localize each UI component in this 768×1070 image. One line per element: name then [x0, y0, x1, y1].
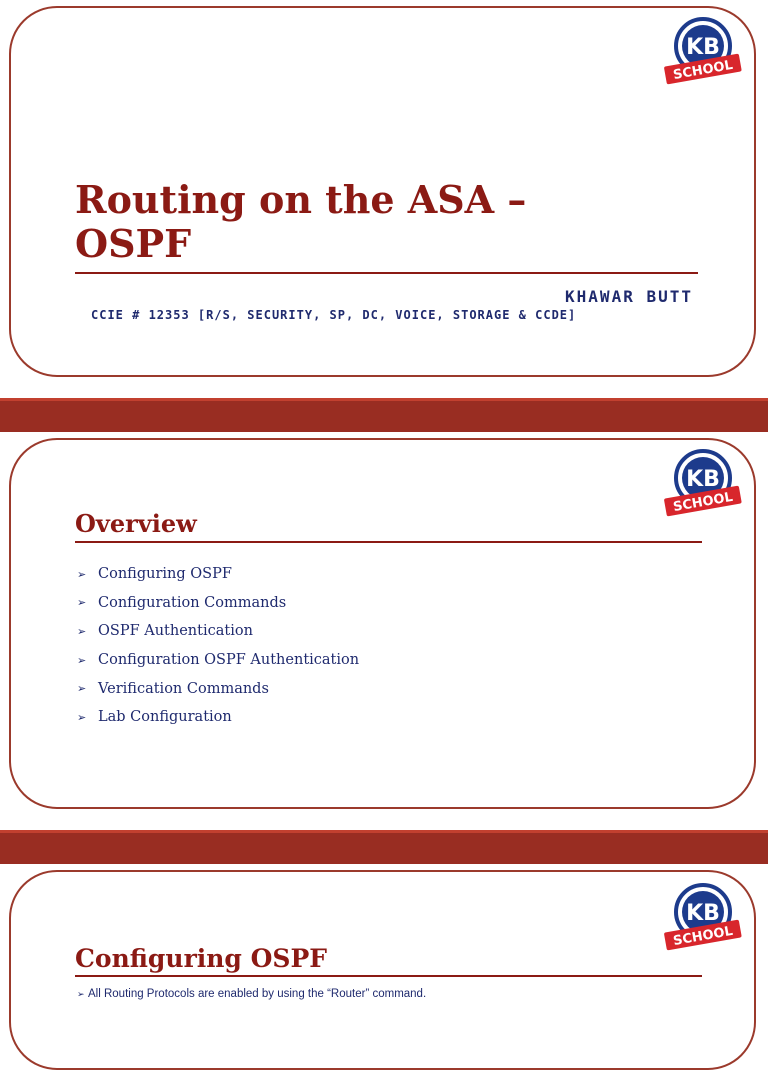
- svg-text:SCHOOL: SCHOOL: [672, 57, 735, 84]
- author-name: KHAWAR BUTT: [565, 287, 693, 306]
- arrow-bullet-icon: ➢: [77, 710, 87, 724]
- arrow-bullet-icon: ➢: [77, 682, 87, 696]
- separator-band-1: [0, 398, 768, 432]
- arrow-bullet-icon: ➢: [77, 596, 87, 610]
- author-credentials: CCIE # 12353 [R/S, SECURITY, SP, DC, VOICE, STORAGE & CCDE]: [91, 308, 577, 322]
- arrow-bullet-icon: ➢: [77, 989, 85, 999]
- title-line-1: Routing on the ASA –: [75, 177, 527, 222]
- arrow-bullet-icon: ➢: [77, 567, 87, 581]
- svg-text:SCHOOL: SCHOOL: [672, 489, 735, 516]
- slide-2-heading: Overview: [75, 509, 197, 538]
- kb-school-logo: [661, 882, 745, 954]
- slide-3-bullet: ➢ All Routing Protocols are enabled by using the “Router” command.: [77, 988, 427, 1000]
- slide-3-rule: [75, 975, 702, 977]
- arrow-bullet-icon: ➢: [77, 653, 87, 667]
- list-item: ➢ Configuring OSPF: [77, 566, 232, 583]
- kb-school-logo: [661, 16, 745, 88]
- list-item: ➢ Verification Commands: [77, 680, 269, 697]
- title-line-2: OSPF: [75, 221, 192, 266]
- svg-text:KB: KB: [686, 35, 720, 60]
- arrow-bullet-icon: ➢: [77, 624, 87, 638]
- list-item: ➢ Configuration Commands: [77, 594, 287, 611]
- list-item: ➢ OSPF Authentication: [77, 623, 253, 640]
- overview-list: [77, 560, 359, 732]
- slide-1-title: [75, 178, 526, 266]
- kb-school-logo: [661, 448, 745, 520]
- slide-2-rule: [75, 541, 702, 543]
- separator-band-2: [0, 830, 768, 864]
- svg-text:SCHOOL: SCHOOL: [672, 923, 735, 950]
- svg-text:KB: KB: [686, 901, 720, 926]
- svg-text:KB: KB: [686, 467, 720, 492]
- slide-1-rule: [75, 272, 698, 274]
- list-item: ➢ Configuration OSPF Authentication: [77, 652, 360, 669]
- slide-3-heading: Configuring OSPF: [75, 944, 327, 973]
- list-item: ➢ Lab Configuration: [77, 709, 232, 726]
